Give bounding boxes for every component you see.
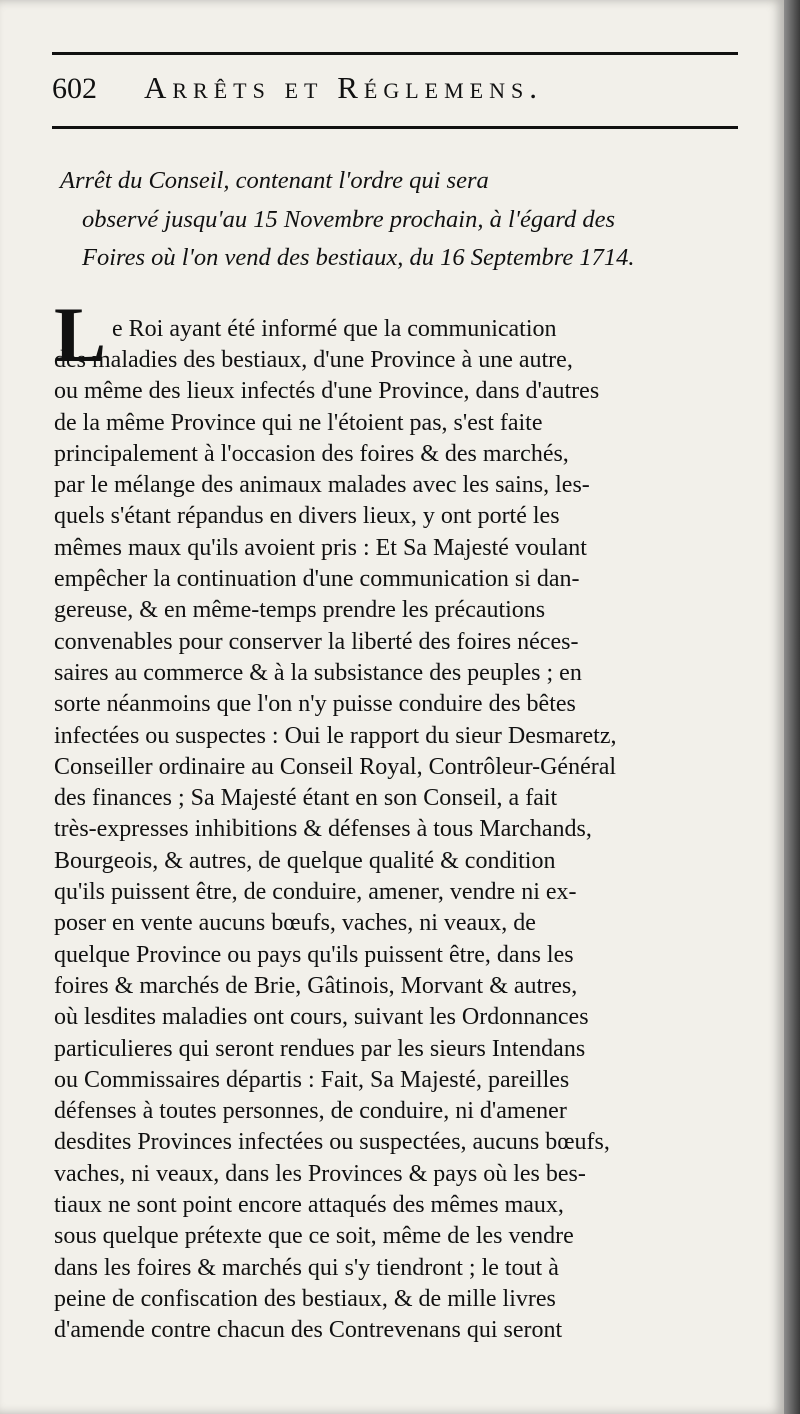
body-line: quels s'étant répandus en divers lieux, y ont porté les <box>54 503 560 530</box>
body-line: mêmes maux qu'ils avoient pris : Et Sa Majesté voulant <box>54 534 587 561</box>
body-line: très-expresses inhibitions & défenses à tous Marchands, <box>54 816 592 843</box>
body-line: d'amende contre chacun des Contrevenans qui seront <box>54 1317 563 1344</box>
body-line: infectées ou suspectes : Oui le rapport du sieur Desmaretz, <box>54 722 617 749</box>
header-rule-bottom <box>52 126 738 129</box>
header-rule-top <box>52 52 738 55</box>
title-line: observé jusqu'au 15 Novembre prochain, à l'égard des <box>82 205 616 233</box>
body-text <box>54 291 754 1347</box>
body-line: empêcher la continuation d'une communication si dan- <box>54 566 580 593</box>
body-line: vaches, ni veaux, dans les Provinces & pays où les bes- <box>54 1160 586 1187</box>
body-line: particulieres qui seront rendues par les sieurs Intendans <box>54 1035 586 1062</box>
running-head <box>52 60 738 120</box>
body-line: convenables pour conserver la liberté des foires néces- <box>54 628 579 655</box>
body-line: dans les foires & marchés qui s'y tiendront ; le tout à <box>54 1254 559 1281</box>
body-line: ou Commissaires départis : Fait, Sa Majesté, pareilles <box>54 1066 570 1093</box>
body-line: Conseiller ordinaire au Conseil Royal, Contrôleur-Général <box>54 753 617 780</box>
body-line: quelque Province ou pays qu'ils puissent être, dans les <box>54 941 574 968</box>
body-lines <box>54 345 754 1347</box>
body-line: principalement à l'occasion des foires & des marchés, <box>54 440 569 467</box>
document-title <box>60 162 750 278</box>
title-line: Foires où l'on vend des bestiaux, du 16 Septembre 1714. <box>82 244 635 271</box>
body-line: des maladies des bestiaux, d'une Province à une autre, <box>54 347 573 373</box>
body-line: foires & marchés de Brie, Gâtinois, Morvant & autres, <box>54 972 578 999</box>
page-number: 602 <box>52 72 97 105</box>
body-line: où lesdites maladies ont cours, suivant les Ordonnances <box>54 1004 589 1031</box>
body-line: qu'ils puissent être, de conduire, amener, vendre ni ex- <box>54 879 577 906</box>
body-line: peine de confiscation des bestiaux, & de mille livres <box>54 1285 556 1312</box>
first-line-text: e Roi ayant été informé que la communication <box>112 316 557 342</box>
page-edge-shadow <box>784 0 800 1414</box>
body-line: sorte néanmoins que l'on n'y puisse conduire des bêtes <box>54 691 576 718</box>
body-line: sous quelque prétexte que ce soit, même de les vendre <box>54 1223 574 1250</box>
body-line: ou même des lieux infectés d'une Province, dans d'autres <box>54 378 600 405</box>
running-title: Arrêts et Réglemens. <box>144 70 543 105</box>
body-line: par le mélange des animaux malades avec les sains, les- <box>54 472 590 499</box>
body-line: des finances ; Sa Majesté étant en son Conseil, a fait <box>54 785 558 812</box>
title-line: Arrêt du Conseil, contenant l'ordre qui sera <box>60 167 489 194</box>
body-line: desdites Provinces infectées ou suspectées, aucuns bœufs, <box>54 1129 610 1156</box>
body-line: poser en vente aucuns bœufs, vaches, ni veaux, de <box>54 910 536 937</box>
body-line: défenses à toutes personnes, de conduire, ni d'amener <box>54 1098 567 1125</box>
body-line: de la même Province qui ne l'étoient pas, s'est faite <box>54 409 543 436</box>
body-line: gereuse, & en même-temps prendre les précautions <box>54 597 546 624</box>
body-line: Bourgeois, & autres, de quelque qualité & condition <box>54 847 556 874</box>
drop-cap: L <box>54 291 107 378</box>
body-line: saires au commerce & à la subsistance des peuples ; en <box>54 659 582 686</box>
body-line <box>54 300 754 345</box>
body-line: tiaux ne sont point encore attaqués des mêmes maux, <box>54 1192 564 1219</box>
